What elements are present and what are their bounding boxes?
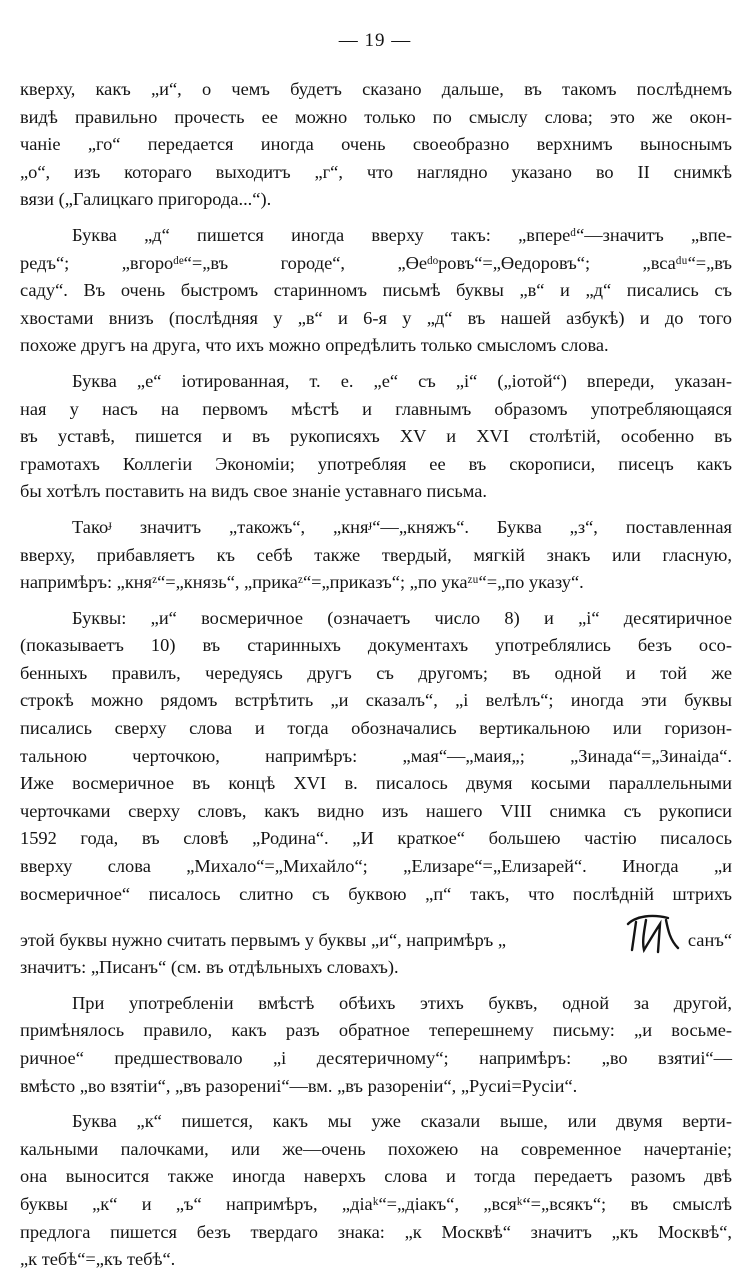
text-line: редъ“; „вгороᵈᵉ“=„въ городе“, „Өеᵈᵒровъ“=„Өедоровъ“; „всаᵈᵘ“=„въ [20,252,732,273]
text-line: вверху слова „Михало“=„Михайло“; „Елизаре“=„Елизарей“. Иногда „и [20,856,732,877]
text-line: „о“, изъ котораго выходитъ „г“, что наглядно указано во II снимкѣ [20,161,732,182]
text-line: Буквы: „и“ восмеричное (означаетъ число 8) и „і“ десятиричное [72,607,732,628]
text-line-with-ligature [20,908,732,954]
text-line: Иже восмеричное въ концѣ XVI в. писалось двумя косыми параллельными [20,773,732,794]
body-text [20,76,732,1274]
text-line: Такоᶡ значитъ „такожъ“, „княᶡ“—„княжъ“. Буква „з“, поставленная [72,516,732,537]
text-line: примѣнялось правило, какъ разъ обратное теперешнему письму: „и восьме- [20,1020,732,1041]
text-line: она выносится также иногда наверхъ слова и тогда передаетъ разомъ двѣ [20,1166,732,1187]
paragraph [20,514,732,597]
text-line: ричное“ предшествовало „і десятеричному“; напримѣръ: „во взятиі“— [20,1048,732,1068]
paragraph [20,76,732,214]
text-line: напримѣръ: „княᶻ“=„князь“, „прикаᶻ“=„приказъ“; „по укаᶻᵘ“=„по указу“. [20,572,584,593]
text-line: значитъ: „Писанъ“ (см. въ отдѣльныхъ словахъ). [20,957,399,978]
text-line: „к тебѣ“=„къ тебѣ“. [20,1249,176,1270]
text-line: бенныхъ правилъ, чередуясь другъ съ другомъ; въ одной и той же [20,662,732,683]
text-line: вязи („Галицкаго пригорода...“). [20,189,272,210]
text-line: Буква „д“ пишется иногда вверху такъ: „впереᵈ“—значитъ „впе- [72,224,732,245]
text-line: похоже другъ на друга, что ихъ можно опредѣлить только смысломъ слова. [20,335,609,356]
text-line: чаніе „го“ передается иногда очень своеобразно верхнимъ выноснымъ [20,134,732,155]
text-line: ная у насъ на первомъ мѣстѣ и главнымъ образомъ употребляющаяся [20,398,732,419]
ligature-line-after: санъ“ [687,929,732,950]
text-line: 1592 года, въ словѣ „Родина“. „И краткое“ большею частію писалось [20,828,732,849]
text-line: (показываетъ 10) въ старинныхъ документахъ употреблялись безъ осо- [20,635,732,656]
text-line: хвостами внизъ (послѣдняя у „в“ и 6-я у „д“ въ нашей азбукѣ) и до того [20,307,732,328]
text-line: Буква „е“ іотированная, т. е. „е“ съ „і“ („іотой“) впереди, указан- [72,370,732,391]
pi-ligature-glyph [622,910,684,954]
text-line: строкѣ можно рядомъ встрѣтить „и сказалъ“, „і велѣлъ“; иногда эти буквы [20,690,732,711]
text-line: буквы „к“ и „ъ“ напримѣръ, „діаᵏ“=„діакъ“, „всяᵏ“=„всякъ“; въ смыслѣ [20,1193,732,1214]
ligature-line-before: этой буквы нужно считать первымъ у буквы „и“, напримѣръ „ [20,929,507,950]
text-line: грамотахъ Коллегіи Экономіи; употребляя ее въ скорописи, писецъ какъ [20,453,732,474]
text-line: Буква „к“ пишется, какъ мы уже сказали выше, или двумя верти- [72,1111,732,1132]
paragraph [20,990,732,1100]
text-line: восмеричное“ писалось слитно съ буквою „п“ такъ, что послѣдній штрихъ [20,883,732,904]
text-line: тальною черточкою, напримѣръ: „мая“—„маия„; „Зинада“=„Зинаіда“. [20,745,732,766]
text-line: вверху, прибавляетъ къ себѣ также твердый, мягкій знакъ или гласную, [20,544,732,565]
text-line: кверху, какъ „и“, о чемъ будетъ сказано дальше, въ такомъ послѣднемъ [20,79,732,99]
text-line: кальными палочками, или же—очень похожею на современное начертаніе; [20,1138,732,1159]
paragraph [20,1108,732,1274]
page-number: — 19 — [338,30,412,51]
text-line: видѣ правильно прочесть ее можно только по смыслу слова; это же окон- [20,106,732,127]
text-line: вмѣсто „во взятіи“, „въ разорениі“—вм. „въ разореніи“, „Русиі=Русіи“. [20,1075,578,1096]
text-line: бы хотѣлъ поставить на видъ свое знаніе уставнаго письма. [20,481,488,502]
paragraph [20,368,732,506]
text-line: черточками сверху словъ, какъ видно изъ нашего VIII снимка съ рукописи [20,800,732,821]
text-line: саду“. Въ очень быстромъ старинномъ письмѣ буквы „в“ и „д“ писались съ [20,280,732,301]
text-line: При употребленіи вмѣстѣ обѣихъ этихъ буквъ, одной за другой, [72,992,732,1013]
text-line: писались сверху слова и тогда обозначались вертикальною или горизон- [20,718,732,739]
text-line: предлога пишется безъ твердаго знака: „к Москвѣ“ значитъ „къ Москвѣ“, [20,1221,732,1242]
paragraph [20,605,732,982]
text-line: въ уставѣ, пишется и въ рукописяхъ XV и XVI столѣтій, особенно въ [20,426,732,447]
paragraph [20,222,732,360]
